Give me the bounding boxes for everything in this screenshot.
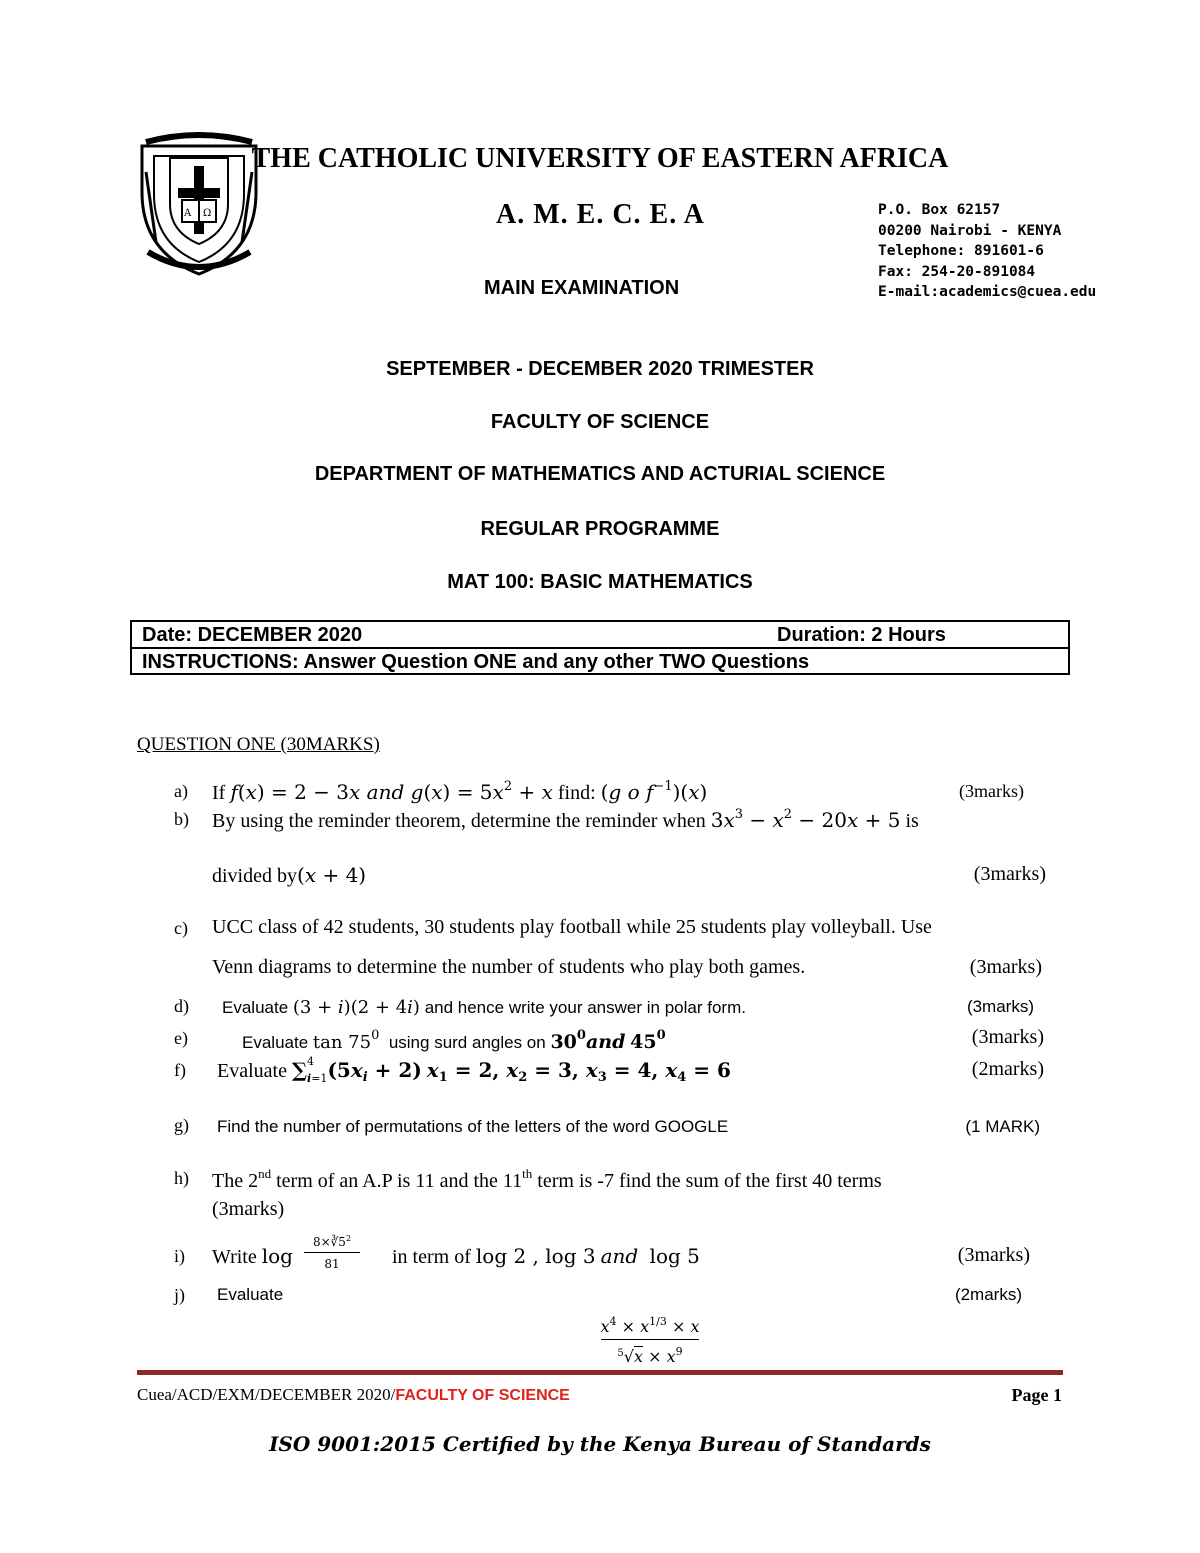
course-title: MAT 100: BASIC MATHEMATICS bbox=[447, 571, 753, 593]
department-title: DEPARTMENT OF MATHEMATICS AND ACTURIAL SCIENCE bbox=[314, 463, 886, 485]
marks-i: (3marks) bbox=[957, 1244, 1030, 1266]
exam-type: MAIN EXAMINATION bbox=[484, 277, 680, 299]
b-divided: divided by bbox=[212, 865, 297, 887]
f-eval: Evaluate bbox=[217, 1060, 287, 1082]
h-th: th bbox=[522, 1166, 533, 1181]
marks-b: (3marks) bbox=[973, 863, 1046, 885]
label-h: h) bbox=[174, 1168, 189, 1188]
marks-d: (3marks) bbox=[966, 997, 1034, 1016]
b-text: By using the reminder theorem, determine the reminder when bbox=[212, 810, 706, 832]
label-c: c) bbox=[174, 918, 188, 938]
question-a-text: If f(x) = 2 − 3x and $g(x) = 5x^2 + x$ find: (g o $f^{-1})(x)$ bbox=[212, 779, 708, 804]
question-b-text: By using the reminder theorem, determine the reminder when $3x^3 - x^2 - 20x + 5$ is bbox=[212, 807, 919, 832]
exam-instructions: INSTRUCTIONS: Answer Question ONE and any other TWO Questions bbox=[142, 651, 810, 673]
g-text: Find the number of permutations of the letters of the word GOOGLE bbox=[217, 1117, 729, 1136]
label-f: f) bbox=[174, 1060, 186, 1080]
svg-text:Ω: Ω bbox=[203, 208, 212, 219]
h-p2: term of an A.P is 11 and the 11 bbox=[271, 1170, 523, 1192]
d-eval: Evaluate bbox=[222, 998, 289, 1017]
a-find: find: bbox=[557, 782, 596, 804]
faculty-title: FACULTY OF SCIENCE bbox=[490, 411, 710, 433]
d-rest: and hence write your answer in polar form. bbox=[424, 998, 746, 1017]
e-mid: using surd angles on bbox=[388, 1033, 546, 1052]
contact-block bbox=[878, 200, 1096, 303]
marks-h: (3marks) bbox=[212, 1198, 285, 1220]
programme-title: REGULAR PROGRAMME bbox=[480, 518, 720, 540]
h-nd: nd bbox=[258, 1166, 272, 1181]
contact-fax: Fax: 254-20-891084 bbox=[878, 263, 1036, 280]
footer-iso: ISO 9001:2015 Certified by the Kenya Bureau of Standards bbox=[269, 1432, 931, 1456]
question-heading: QUESTION ONE (30MARKS) bbox=[137, 734, 380, 755]
a-if: If bbox=[212, 782, 226, 804]
i-fraction: $8\times∛5^2$ 81 bbox=[304, 1232, 360, 1271]
question-d-text: Evaluate (3 + i)(2 + 4i) and hence write your answer in polar form. bbox=[222, 997, 746, 1018]
question-e-text: Evaluate $\tan 75^0$ using surd angles on $30^0and$ $45^0$ bbox=[242, 1028, 666, 1053]
footer-page: Page 1 bbox=[1011, 1385, 1062, 1405]
trimester-title: SEPTEMBER - DECEMBER 2020 TRIMESTER bbox=[386, 358, 814, 380]
svg-text:A: A bbox=[184, 208, 192, 219]
footer-ref-text: Cuea/ACD/EXM/DECEMBER 2020/ bbox=[137, 1385, 396, 1404]
i-write: Write bbox=[212, 1246, 257, 1268]
footer-rule bbox=[137, 1370, 1063, 1375]
marks-j: (2marks) bbox=[954, 1285, 1022, 1304]
contact-email: E-mail:academics@cuea.edu bbox=[878, 284, 1097, 300]
contact-address: 00200 Nairobi - KENYA bbox=[878, 222, 1062, 239]
exam-duration: Duration: 2 Hours bbox=[777, 624, 946, 646]
label-d: d) bbox=[174, 996, 189, 1016]
j-expression: $x^4 \times x^{1/3} \times x$ $^5√x \times x^9$ bbox=[560, 1312, 740, 1367]
contact-telephone: Telephone: 891601-6 bbox=[878, 243, 1044, 259]
label-b: b) bbox=[174, 809, 189, 829]
question-f-text: Evaluate ∑ 4 $i=1(5x_i + 2) x_1 = 2$, $x_2 = 3$, $x_3 = 4$, $x_4 = 6$ bbox=[217, 1055, 731, 1085]
marks-f: (2marks) bbox=[971, 1058, 1044, 1080]
info-box-divider bbox=[132, 647, 1068, 649]
footer-faculty: FACULTY OF SCIENCE bbox=[395, 1387, 570, 1404]
marks-c: (3marks) bbox=[969, 956, 1042, 978]
h-p3: term is -7 find the sum of the first 40 terms bbox=[532, 1170, 882, 1192]
contact-po-box: P.O. Box 62157 bbox=[878, 202, 1001, 218]
i-mid: in term of bbox=[392, 1246, 471, 1268]
marks-e: (3marks) bbox=[971, 1026, 1044, 1048]
footer-ref bbox=[137, 1385, 570, 1405]
label-g: g) bbox=[174, 1115, 189, 1135]
question-b-divided: divided by(x + 4) bbox=[212, 863, 367, 887]
label-i: i) bbox=[174, 1246, 185, 1266]
i-write-wrap: Write log bbox=[212, 1244, 293, 1268]
c-line1: UCC class of 42 students, 30 students play football while 25 students play volleyball. Use bbox=[212, 916, 932, 938]
label-e: e) bbox=[174, 1028, 188, 1048]
label-a: a) bbox=[174, 781, 188, 801]
marks-g: (1 MARK) bbox=[965, 1117, 1040, 1136]
b-is: is bbox=[905, 810, 919, 832]
c-line2: Venn diagrams to determine the number of students who play both games. bbox=[212, 956, 806, 978]
exam-info-box bbox=[130, 620, 1070, 675]
marks-a: (3marks) bbox=[959, 781, 1024, 801]
amecea-title: A. M. E. C. E. A bbox=[496, 199, 705, 230]
e-eval: Evaluate bbox=[242, 1033, 309, 1052]
question-h-text bbox=[212, 1166, 882, 1193]
label-j: j) bbox=[174, 1285, 185, 1305]
exam-date: Date: DECEMBER 2020 bbox=[142, 624, 363, 646]
i-mid-wrap: in term of log 2 , log 3 and log 5 bbox=[392, 1244, 700, 1268]
h-p1: The 2 bbox=[212, 1170, 259, 1192]
j-eval: Evaluate bbox=[217, 1285, 284, 1304]
university-name: THE CATHOLIC UNIVERSITY OF EASTERN AFRICA bbox=[251, 143, 949, 174]
